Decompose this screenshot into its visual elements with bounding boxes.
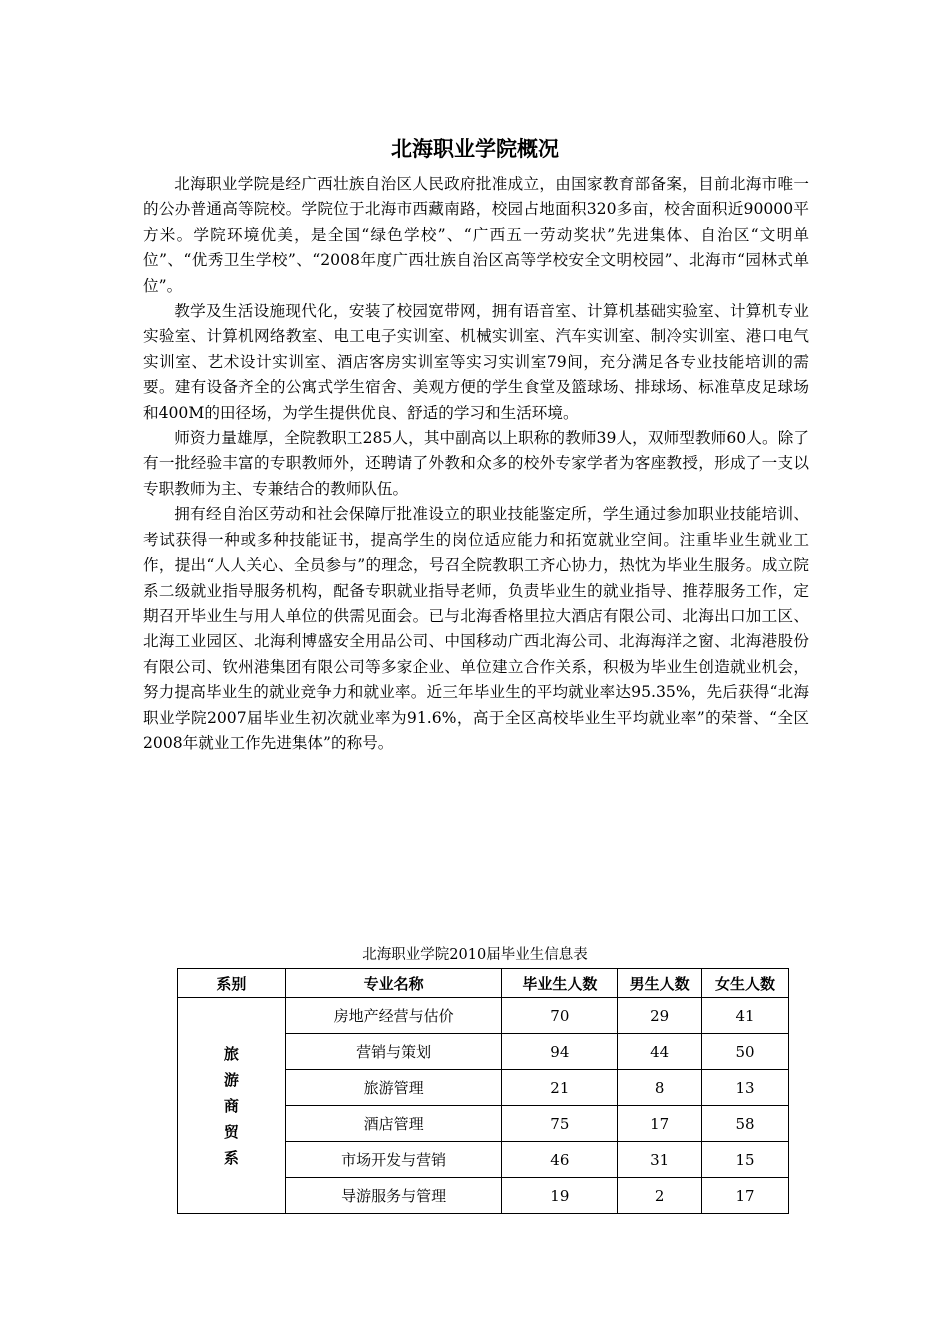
major-cell: 营销与策划 xyxy=(285,1034,502,1070)
paragraph-employment: 拥有经自治区劳动和社会保障厅批准设立的职业技能鉴定所，学生通过参加职业技能培训、考试获得一种或多种技能证书，提高学生的岗位适应能力和拓宽就业空间。注重毕业生就业工作，提出“人人关心、全员参与”的理念，号召全院教职工齐心协力，热忱为毕业生服务。成立院系二级就业指导服务机构，配备专职就业指导老师，负责毕业生的就业指导、推荐服务工作，定期召开毕业生与用人单位的供需见面会。已与北海香格里拉大酒店有限公司、北海出口加工区、北海工业园区、北海利博盛安全用品公司、中国移动广西北海公司、北海海洋之窗、北海港股份有限公司、钦州港集团有限公司等多家企业、单位建立合作关系，积极为毕业生创造就业机会，努力提高毕业生的就业竞争力和就业率。近三年毕业生的平均就业率达95.35%，先后获得“北海职业学院2007届毕业生初次就业率为91.6%，高于全区高校毕业生平均就业率”的荣誉、“全区2008年就业工作先进集体”的称号。 xyxy=(143,505,809,752)
graduate-info-table xyxy=(177,968,789,1214)
department-name: 旅游商贸系 xyxy=(223,1044,239,1167)
paragraph-faculty: 师资力量雄厚，全院教职工285人，其中副高以上职称的教师39人，双师型教师60人。除了有一批经验丰富的专职教师外，还聘请了外教和众多的校外专家学者为客座教授，形成了一支以专职教师为主、专兼结合的教师队伍。 xyxy=(143,429,809,498)
paragraph-overview: 北海职业学院是经广西壮族自治区人民政府批准成立，由国家教育部备案，目前北海市唯一的公办普通高等院校。学院位于北海市西藏南路，校园占地面积320多亩，校舍面积近90000平方米。学院环境优美，是全国“绿色学校”、“广西五一劳动奖状”先进集体、自治区“文明单位”、“优秀卫生学校”、“2008年度广西壮族自治区高等学校安全文明校园”、北海市“园林式单位”。 xyxy=(143,175,809,295)
header-department: 系别 xyxy=(178,969,286,998)
total-cell: 19 xyxy=(502,1178,618,1214)
male-cell: 8 xyxy=(618,1070,702,1106)
total-cell: 70 xyxy=(502,998,618,1034)
body-text xyxy=(143,172,809,756)
female-cell: 13 xyxy=(702,1070,789,1106)
major-cell: 市场开发与营销 xyxy=(285,1142,502,1178)
male-cell: 44 xyxy=(618,1034,702,1070)
table-row xyxy=(178,998,789,1034)
header-female: 女生人数 xyxy=(702,969,789,998)
major-cell: 酒店管理 xyxy=(285,1106,502,1142)
female-cell: 17 xyxy=(702,1178,789,1214)
table-caption: 北海职业学院2010届毕业生信息表 xyxy=(362,947,588,963)
major-cell: 房地产经营与估价 xyxy=(285,998,502,1034)
female-cell: 15 xyxy=(702,1142,789,1178)
total-cell: 75 xyxy=(502,1106,618,1142)
department-cell xyxy=(178,998,286,1214)
total-cell: 21 xyxy=(502,1070,618,1106)
page-title: 北海职业学院概况 xyxy=(391,137,559,161)
major-cell: 导游服务与管理 xyxy=(285,1178,502,1214)
header-male: 男生人数 xyxy=(618,969,702,998)
total-cell: 46 xyxy=(502,1142,618,1178)
header-major: 专业名称 xyxy=(285,969,502,998)
female-cell: 58 xyxy=(702,1106,789,1142)
table-header-row xyxy=(178,969,789,998)
male-cell: 2 xyxy=(618,1178,702,1214)
male-cell: 31 xyxy=(618,1142,702,1178)
female-cell: 41 xyxy=(702,998,789,1034)
total-cell: 94 xyxy=(502,1034,618,1070)
male-cell: 29 xyxy=(618,998,702,1034)
major-cell: 旅游管理 xyxy=(285,1070,502,1106)
male-cell: 17 xyxy=(618,1106,702,1142)
header-total: 毕业生人数 xyxy=(502,969,618,998)
paragraph-facilities: 教学及生活设施现代化，安装了校园宽带网，拥有语音室、计算机基础实验室、计算机专业实验室、计算机网络教室、电工电子实训室、机械实训室、汽车实训室、制冷实训室、港口电气实训室、艺术设计实训室、酒店客房实训室等实习实训室79间，充分满足各专业技能培训的需要。建有设备齐全的公寓式学生宿舍、美观方便的学生食堂及篮球场、排球场、标准草皮足球场和400M的田径场，为学生提供优良、舒适的学习和生活环境。 xyxy=(143,302,809,422)
female-cell: 50 xyxy=(702,1034,789,1070)
